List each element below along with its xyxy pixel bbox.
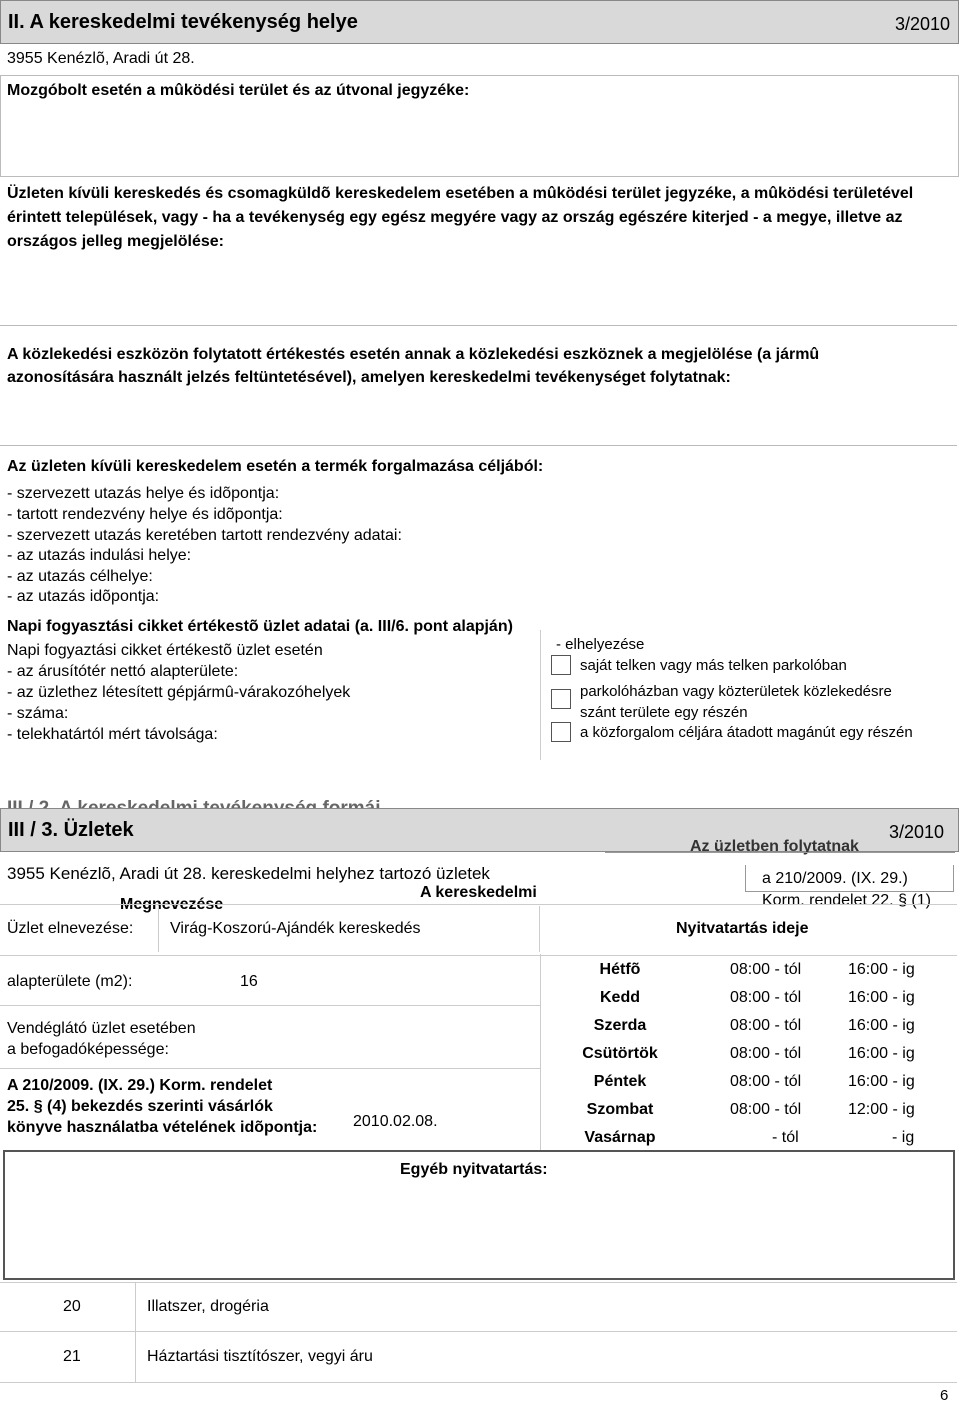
section-3-title: III / 3. Üzletek [8, 819, 134, 841]
hours-row-friday [540, 1070, 955, 1098]
day-label: Péntek [593, 1073, 647, 1090]
row-separator [135, 1283, 136, 1331]
open-from: 08:00 - tól [730, 1073, 802, 1090]
parking-option-label: a közforgalom céljára átadott magánút egy részén [580, 724, 913, 741]
section-3-subtitle: 3955 Kenézlõ, Aradi út 28. kereskedelmi helyhez tartozó üzletek [7, 864, 490, 883]
outside-trade-label: Üzleten kívüli kereskedés és csomagküldõ kereskedelem esetében a mûködési terület jegyzéke, a mûködési területével érintett települések, vagy - ha a tevékenység egy egész megyére vagy az ország egészére kiterjed - a megye, illetve az országos jelleg megjelölése: [7, 185, 914, 250]
day-label: Vasárnap [584, 1129, 656, 1146]
ghost-cell [745, 865, 954, 892]
open-to: 16:00 - ig [848, 961, 915, 978]
row-separator [135, 1330, 136, 1382]
daily-goods-heading: Napi fogyasztási cikket értékestõ üzlet adatai (a. III/6. pont alapján) [7, 618, 513, 635]
parking-option-own-lot-checkbox[interactable] [551, 655, 571, 675]
parking-option-label: parkolóházban vagy közterületek közlekedésre [580, 683, 892, 700]
divider [0, 325, 957, 326]
day-label: Csütörtök [582, 1045, 658, 1062]
area-value: 16 [240, 973, 258, 990]
day-label: Hétfõ [599, 961, 641, 978]
complaint-book-date: 2010.02.08. [353, 1113, 438, 1130]
open-from: 08:00 - tól [730, 1045, 802, 1062]
event-item: - az utazás indulási helye: [7, 547, 192, 564]
hours-row-saturday [540, 1098, 955, 1126]
vehicle-label: A közlekedési eszközön folytatott értékestés esetén annak a közlekedési eszköznek a megjelölése (a jármû azonosítására használt jelzés feltüntetésével), amelyen kereskedelmi tevékenységet folytatnak: [7, 346, 820, 386]
mobile-area-label: Mozgóbolt esetén a mûködési terület és az útvonal jegyzéke: [7, 82, 470, 99]
section-3-page-ref: 3/2010 [888, 822, 944, 842]
ghost-table-line [605, 852, 955, 853]
open-from: 08:00 - tól [730, 1017, 802, 1034]
row-name: Illatszer, drogéria [147, 1298, 269, 1315]
complaint-book-label: 25. § (4) bekezdés szerinti vásárlók [7, 1098, 273, 1115]
table-row [0, 1330, 957, 1383]
open-to: 16:00 - ig [848, 1073, 915, 1090]
open-to: - ig [892, 1129, 915, 1146]
event-item: - az utazás idõpontja: [7, 588, 160, 605]
row-name: Háztartási tisztítószer, vegyi áru [147, 1348, 373, 1365]
open-to: 16:00 - ig [848, 989, 915, 1006]
open-to: 16:00 - ig [848, 1017, 915, 1034]
area-label: alapterülete (m2): [7, 973, 133, 990]
section-2-page-ref: 3/2010 [894, 14, 950, 34]
open-to: 12:00 - ig [848, 1101, 915, 1118]
complaint-book-label: könyve használatba vételének idõpontja: [7, 1119, 318, 1136]
open-to: 16:00 - ig [848, 1045, 915, 1062]
row-number: 21 [63, 1348, 81, 1365]
day-label: Kedd [600, 989, 640, 1006]
hours-row-wednesday [540, 1014, 955, 1042]
ghost-column-label: Megnevezése [120, 896, 224, 913]
event-heading: Az üzleten kívüli kereskedelem esetén a termék forgalmazása céljából: [7, 458, 544, 475]
capacity-label: a befogadóképessége: [7, 1041, 169, 1058]
daily-goods-item: - az üzlethez létesített gépjármû-várakozóhelyek [7, 684, 351, 701]
hours-row-monday [540, 958, 955, 986]
event-item: - szervezett utazás keretében tartott rendezvény adatai: [7, 527, 402, 544]
divider [0, 1005, 540, 1006]
daily-goods-item: Napi fogyaztási cikket értékestõ üzlet esetén [7, 642, 323, 659]
divider [0, 445, 957, 446]
section-2-address: 3955 Kenézlõ, Aradi út 28. [7, 50, 195, 67]
parking-option-garage-checkbox[interactable] [551, 689, 571, 709]
row-number: 20 [63, 1298, 81, 1315]
daily-goods-item: - az árusítótér nettó alapterülete: [7, 663, 239, 680]
event-item: - szervezett utazás helye és idõpontja: [7, 485, 280, 502]
parking-option-label: saját telken vagy más telken parkolóban [580, 657, 847, 674]
hours-row-tuesday [540, 986, 955, 1014]
event-item: - tartott rendezvény helye és idõpontja: [7, 506, 283, 523]
table-row [0, 1282, 957, 1332]
hours-heading: Nyitvatartás ideje [676, 920, 809, 937]
section-2-title: II. A kereskedelmi tevékenység helye [8, 11, 358, 33]
ghost-column-label: Az üzletben folytatnak [690, 838, 859, 855]
complaint-book-label: A 210/2009. (IX. 29.) Korm. rendelet [7, 1077, 273, 1094]
daily-goods-item: - száma: [7, 705, 69, 722]
ghost-column-label: a 210/2009. (IX. 29.) [762, 870, 908, 887]
hours-row-thursday [540, 1042, 955, 1070]
open-from: - tól [772, 1129, 799, 1146]
ghost-column-label: A kereskedelmi [420, 884, 537, 901]
other-hours-label: Egyéb nyitvatartás: [400, 1161, 548, 1178]
section-2-header [0, 0, 959, 44]
ghost-column-label: Korm. rendelet 22. § (1) [762, 892, 931, 909]
daily-goods-item: - telekhatártól mért távolsága: [7, 726, 218, 743]
open-from: 08:00 - tól [730, 1101, 802, 1118]
open-from: 08:00 - tól [730, 989, 802, 1006]
event-item: - az utazás célhelye: [7, 568, 153, 585]
divider [0, 1068, 540, 1069]
day-label: Szombat [586, 1101, 654, 1118]
day-label: Szerda [593, 1017, 647, 1034]
ghost-section-title [7, 798, 381, 808]
shop-name-value: Virág-Koszorú-Ajándék kereskedés [170, 920, 421, 937]
page-number: 6 [940, 1387, 949, 1404]
parking-option-private-road-checkbox[interactable] [551, 722, 571, 742]
open-from: 08:00 - tól [730, 961, 802, 978]
parking-option-label: szánt területe egy részén [580, 704, 748, 721]
capacity-label: Vendéglátó üzlet esetében [7, 1020, 196, 1037]
parking-heading: - elhelyezése [556, 636, 645, 653]
shop-name-label: Üzlet elnevezése: [7, 920, 134, 937]
